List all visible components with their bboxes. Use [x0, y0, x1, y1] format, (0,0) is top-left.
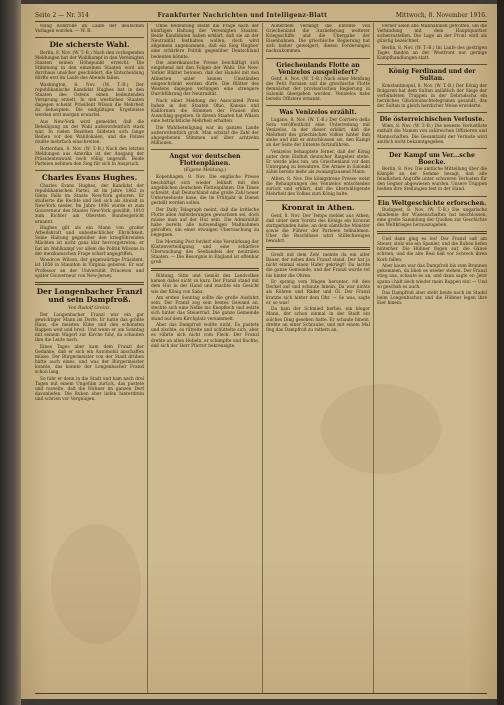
separator [266, 58, 370, 59]
column-divider [147, 23, 148, 693]
paragraph: Rotterdam, 8. Nov. (W. T.-B.) Nach den letzten Meldungen aus Amerika ist der Ausgang der Präsidentenwahl noch völlig ungewiß. Beide Parteien nehmen den Sieg für sich in Anspruch. [35, 147, 144, 168]
paragraph: Das Dampfroß aber steht heute noch im Stadel beim Longenbacher, und die Hühner legen ihre Eier hinein. [377, 291, 487, 307]
feuilleton-rule [151, 268, 259, 271]
subheadline: (Eigene Meldung.) [183, 168, 227, 174]
paragraph: Konstantinopel, 8. Nov. (W. T.-B.) Der König der Bulgaren hat dem Sultan anläßlich der Siege der verbündeten Truppen in der Dobrudscha ein herzliches Glückwunschtelegramm gesandt, das der Sultan in gleich herzlicher Weise erwiderte. [377, 83, 487, 110]
paragraph: Genf, 8. Nov. (W. T.-B.) Nach einer Meldung des Petit Parisien soll die griechische Flotte demnächst der provisorischen Regierung in Saloniki übergeben werden. Venizelos habe bereits Offiziere ernannt. [266, 76, 370, 103]
headline: Angst vor deutschen Flottenplänen. [169, 152, 241, 168]
paragraph: Und dann ging es los! Der Franzl saß am Steuer, stolz wie ein Spanier, und die Buben liefen hinterher. Die Hühner flogen auf, die Gänse schrien, und die alte Resi ließ vor Schreck ihren Korb fallen. [377, 237, 487, 263]
paragraph: Der Longenbacher Franzl war ein gar gewichtiger Mann im Dorfe. Er hatte das größte Haus, die meisten Kühe und den schönsten Rappen weit und breit. Und wenn er am Sonntag mit seinem Wagerl zur Kirche fuhr, da schauten ihm die Leute nach. [35, 312, 144, 344]
paragraph: Die Morning Post fordert eine Verstärkung der Küstenverteidigung und eine schärfere Überwachung des Seehandels der neutralen Staaten. — Die Besorgnis in England ist offenbar groß. [151, 239, 259, 266]
headline: Griechenlands Flotte an Venizelos ausgeliefert? [276, 61, 360, 76]
column-2 [151, 24, 259, 694]
column-divider [373, 23, 374, 693]
book-binding [0, 0, 21, 705]
separator [35, 37, 144, 38]
headline: König Ferdinand und der Sultan. [388, 68, 476, 83]
separator [266, 105, 370, 106]
paragraph: Die Wahlbeteiligung war im ganzen Lande außerordentlich groß. Man schätzt die Zahl der abgegebenen Stimmen auf über achtzehn Millionen. [151, 125, 259, 146]
separator [377, 148, 487, 149]
byline: Von Rudolf Greinz. [68, 305, 111, 311]
paper-title: Frankfurter Nachrichten und Intelligenz-Blatt [157, 11, 328, 19]
newspaper-page [21, 4, 497, 699]
separator [151, 149, 259, 150]
headline: Charles Evans Hughes. [41, 173, 138, 183]
paragraph: Außerdem verlangt die Entente von Griechenland die Auslieferung weiterer Kriegsschiffe und die Übergabe der Eisenbahnen. Die griechische Regierung hat sich bisher geweigert, diesen Forderungen nachzukommen. [266, 24, 370, 55]
paragraph: Genf, 8. Nov. Der Temps meldet aus Athen, daß unter dem Vorsitz des Königs ein Kronrat stattgefunden habe, an dem sämtliche Minister sowie die Führer der Parteien teilnahmen. Über die Beschlüsse wird Stillschweigen bewahrt. [266, 213, 370, 245]
column-3 [266, 24, 370, 694]
paragraph: Berlin, 8. Nov. Die amtliche Mitteilung über die Kämpfe an der Somme besagt, daß alle feindlichen Angriffe unter schweren Verlusten für den Gegner abgewiesen wurden. Unsere Truppen hielten ihre Stellungen fest in der Hand. [377, 167, 487, 193]
paragraph: Er sprang vom Wagen herunter, riß den Deckel auf und schaute hinein. Da war nichts als Röhren und Räder und Öl. Der Franzl kratzte sich hinter dem Ohr. — So was, sagte er, so was! [266, 280, 370, 306]
separator [35, 170, 144, 171]
paragraph: Da kam der Schmied herbei, ein kluger Mann, der schon einmal in der Stadt ein solches Ding gesehen hatte. Er schaute hinein, drehte an einer Schraube, und mit einem Mal fing das Dampfroß zu rattern an. [266, 307, 370, 333]
column-1 [35, 24, 144, 694]
paragraph: Lugano, 8. Nov. (W. T.-B.) Der Corriere della Sera veröffentlicht eine Unterredung mit Venizelos, in der dieser erklärt, daß die Mehrheit des griechischen Volkes hinter ihm stehe und daß er entschlossen sei, den Kampf an der Seite der Entente fortzuführen. [266, 117, 370, 149]
column-divider [262, 23, 263, 693]
headline: Was Venizelos erzählt. [279, 109, 357, 117]
paragraph: Woodrow Wilson, der gegenwärtige Präsident, ist 1856 in Staunton in Virginia geboren. Er war Professor an der Universität Princeton und später Gouverneur von New-Jersey. [35, 258, 144, 279]
paragraph: Nach einer Meldung der Associated Press haben in den Staaten Ohio, Kansas und Kalifornien die Stimmen der Frauen den Ausschlag gegeben. In diesen Staaten hat Wilson eine beträchtliche Mehrheit erhalten. [151, 98, 259, 124]
paragraph: Charles Evans Hughes, der Kandidat der republikanischen Partei, ist im Jahre 1862 in Glens Falls im Staate New-York geboren. Er studierte die Rechte und ließ sich als Anwalt in New-York nieder. Im Jahre 1906 wurde er zum Gouverneur des Staates New-York gewählt, 1910 zum Richter am Obersten Bundesgericht ernannt. [35, 183, 144, 225]
separator [266, 200, 370, 201]
feuilleton-rule [266, 247, 370, 250]
paragraph: Bildung, Sitte und Gemüt des Landvolkes kamen dabei nicht zu kurz. Der Franzl stand mit dem Hut in der Hand und machte ein Gesicht wie der König von Saba. [151, 274, 259, 295]
paragraph: Gredt mit dem Zeh! meinte da ein alter Bauer, der neben dem Franzl stand. Der hat ja nicht einmal einen Hafer gekriegt! Da lachte die ganze Gemeinde, und der Franzl wurde rot bis hinter die Ohren. [266, 253, 370, 279]
page-edge [497, 0, 504, 705]
paragraph: Aber das Dampfroß wollte nicht. Es pustete und zischte, es rüttelte und schüttelte sich, aber es rührte sich nicht vom Fleck. Der Franzl drehte an allen Hebeln, er schimpfte und fluchte, daß sich der Herr Pfarrer bekreuzigte. [151, 323, 259, 349]
paragraph: Die amerikanische Presse beschäftigt sich eingehend mit den Folgen der Wahl. Die New-Yorker Blätter betonen, daß der Handel mit den Alliierten unter keinen Umständen eingeschränkt werden dürfe. Die Blätter des Westens dagegen verlangen eine strengere Durchführung der Neutralität. [151, 61, 259, 97]
paragraph: Kopenhagen, 8. Nov. Die englische Presse beschäftigt sich wieder lebhaft mit den angeblichen deutschen Flottenplänen. Die Times schreibt, daß Deutschland eine große Zahl neuer Unterseeboote baue, die im Frühjahr in Dienst gestellt werden sollen. [151, 175, 259, 206]
paragraph: Eines Tages aber kam dem Franzl der Gedanke, daß er sich ein Automobil anschaffen müsse. Der Bürgermeister von der Stadt drüben hatte auch eines, und was der Bürgermeister konnte, das konnte der Longenbacher Franzl schon lang. [35, 344, 144, 376]
paragraph: Ferner seien alle Maßnahmen getroffen, um die Verbindung mit dem Hauptquartier sicherzustellen. Die Lage an der Front wird als günstig bezeichnet. [377, 24, 487, 45]
paragraph: Venizelos behauptete ferner, daß der König unter dem Einfluß deutscher Ratgeber stehe. Er werde alles tun, um Griechenland vor dem Untergang zu bewahren. Die Armee in Saloniki zähle bereits mehr als zwanzigtausend Mann. [266, 149, 370, 176]
headline: Die österreichischen Verluste. [379, 116, 485, 124]
paragraph: Athen, 8. Nov. Die königstreue Presse weist die Behauptungen des Venizelos entschieden zurück und erklärt, daß die überwältigende Mehrheit des Volkes zum König halte. [266, 176, 370, 198]
separator [377, 64, 487, 65]
separator [377, 196, 487, 197]
headline: Kronrat in Athen. [281, 203, 355, 213]
feuilleton-rule [377, 231, 487, 234]
paragraph: Wien, 8. Nov. (W. T.-B.) Die neueste Verlustliste enthält die Namen von zahlreichen Offizieren und Mannschaften. Die Gesamtzahl der Verluste wird amtlich nicht bekanntgegeben. [377, 124, 487, 145]
paragraph: Ohne Bedeutung bleibt die Frage nach der künftigen Haltung der Vereinigten Staaten. Beide Kandidaten haben erklärt, daß sie an der Neutralität festhalten wollen; doch wird allgemein angenommen, daß ein Sieg Hughes' eine schärfere Politik gegenüber Deutschland bedeuten könnte. [151, 24, 259, 60]
paragraph: Der Daily Telegraph meint, daß die britische Flotte allen Anforderungen gewachsen sei, doch müsse man auf der Hut sein. Die Admiralität habe bereits alle notwendigen Maßnahmen getroffen, um einer etwaigen Überraschung zu begegnen. [151, 207, 259, 239]
paragraph: Aus New-York wird gemeldet, daß die Beteiligung an der Wahl außerordentlich stark war. In vielen Bezirken bildeten sich lange Reihen vor den Wahllokalen, und die Polizei mußte mehrfach einschreiten. [35, 120, 144, 146]
paragraph: Berlin, 8. Nov. (W. T.-B.) Im Laufe des gestrigen Tages fanden an der Westfront nur geringe Kampfhandlungen statt. [377, 45, 487, 62]
headline: Die sicherste Wahl. [49, 40, 130, 50]
paragraph: völlig Kontrolle im Laufe der deutschen Vorlagen wurden. — W. B. [35, 24, 144, 35]
feuilleton-rule [35, 282, 144, 285]
headline: Ein Weltgeschichte erforschen. [377, 199, 487, 207]
masthead-rule [35, 21, 487, 22]
bottom-rule [35, 693, 487, 694]
headline: Der Longenbacher Franzl und sein Dampfroß. [36, 286, 143, 305]
page-label: Seite 2 — Nr. 314 [35, 11, 89, 19]
headline: Der Kampf um Ver...sche Boecke. [388, 151, 475, 166]
paragraph: Aber kaum war das Dampfroß bis zum Brunnen gekommen, da blieb es wieder stehen. Der Franzl stieg aus, schaute es an, und dann sagte er: Jetzt spann i halt doch wieder mein Rappen ein! — Und so geschah es auch. [377, 264, 487, 290]
issue-date: Mittwoch, 8. November 1916. [395, 11, 487, 19]
paragraph: Budapest, 8. Nov. (W. T.-B.) Die ungarische Akademie der Wissenschaften hat beschlossen, eine große Sammlung der Quellen zur Geschichte des Weltkrieges herauszugeben. [377, 207, 487, 229]
masthead [35, 10, 487, 20]
paragraph: Hughes gilt als ein Mann von großer Arbeitskraft und unbestechlicher Ehrlichkeit. Seine Haltung gegenüber den kriegführenden Mächten ist nicht ganz klar hervorgetreten; er hat im Wahlkampf vor allem die Politik Wilsons in der mexikanischen Frage scharf angegriffen. [35, 226, 144, 257]
paragraph: Berlin, 8. Nov. (W. T.-B.) Nach den vorliegenden Meldungen hat der Wahlkampf in den Vereinigten Staaten seinen Höhepunkt erreicht. Die Stimmung in den einzelnen Staaten wird als durchaus unsicher geschildert, die Entscheidung dürfte erst im Laufe des Abends fallen. [35, 50, 144, 82]
paragraph: Washington, 8. Nov. (W. T.-B.) Der republikanische Kandidat Hughes hat in den Staaten des Ostens einen bedeutenden Vorsprung erzielt. In den westlichen Staaten dagegen scheint Präsident Wilson die Mehrheit zu behaupten. Die endgültigen Ergebnisse werden erst morgen erwartet. [35, 82, 144, 119]
paragraph: So fuhr er denn in die Stadt und kam nach drei Tagen mit einem Ungetüm zurück, das pustete und rasselte, daß die Hühner im ganzen Dorf davonliefen. Die Buben aber liefen hinterdrein und schrien vor Vergnügen. [35, 376, 144, 403]
column-4 [377, 24, 487, 694]
separator [377, 112, 487, 113]
paragraph: Am ersten Sonntag sollte die große Ausfahrt sein. Der Franzl zog sein bestes Gewand an, steckte sich eine Nelke ins Knopfloch und setzte sich hinter das Steuerrad. Die ganze Gemeinde stand auf dem Kirchplatz versammelt. [151, 296, 259, 322]
